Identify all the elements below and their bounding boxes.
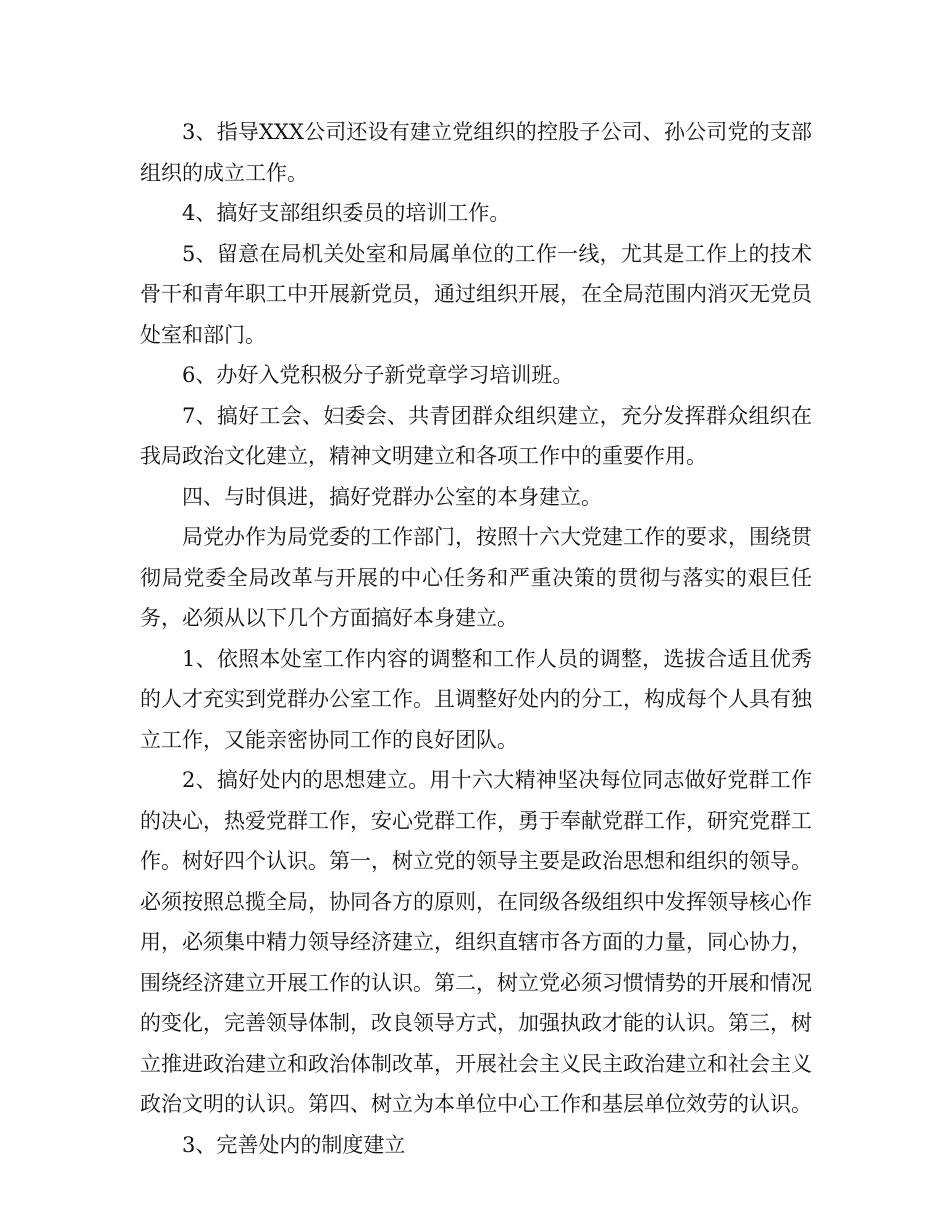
section-intro-paragraph: 局党办作为局党委的工作部门，按照十六大党建工作的要求，围绕贯彻局党委全局改革与开展的中心任务和严重决策的贯彻与落实的艰巨任务，必须从以下几个方面搞好本身建立。 bbox=[140, 525, 812, 630]
section-heading-4: 四、与时俱进，搞好党群办公室的本身建立。 bbox=[182, 484, 602, 509]
paragraph-point-1: 1、依照本处室工作内容的调整和工作人员的调整，选拔合适且优秀的人才充实到党群办公室工作。且调整好处内的分工，构成每个人具有独立工作，又能亲密协同工作的良好团队。 bbox=[140, 646, 812, 752]
paragraph-item-3: 3、指导XXX公司还设有建立党组织的控股子公司、孙公司党的支部组织的成立工作。 bbox=[140, 120, 812, 185]
paragraph-item-4: 4、搞好支部组织委员的培训工作。 bbox=[182, 201, 511, 225]
paragraph-item-5: 5、留意在局机关处室和局属单位的工作一线，尤其是工作上的技术骨干和青年职工中开展新党员，通过组织开展，在全局范围内消灭无党员处室和部门。 bbox=[140, 241, 812, 347]
paragraph-item-6: 6、办好入党积极分子新党章学习培训班。 bbox=[182, 363, 574, 387]
paragraph-point-3: 3、完善处内的制度建立 bbox=[182, 1132, 406, 1157]
paragraph-point-2: 2、搞好处内的思想建立。用十六大精神坚决每位同志做好党群工作的决心，热爱党群工作，安心党群工作，勇于奉献党群工作，研究党群工作。树好四个认识。第一，树立党的领导主要是政治思想和组织的领导。必须按照总揽全局，协同各方的原则，在同级各级组织中发挥领导核心作用，必须集中精力领导经济建立，组织直辖市各方面的力量，同心协力，围绕经济建立开展工作的认识。第二，树立党必须习惯情势的开展和情况的变化，完善领导体制，改良领导方式，加强执政才能的认识。第三，树立推进政治建立和政治体制改革，开展社会主义民主政治建立和社会主义政治文明的认识。第四、树立为本单位中心工作和基层单位效劳的认识。 bbox=[140, 768, 812, 1116]
document-body bbox=[140, 112, 812, 1165]
paragraph-item-7: 7、搞好工会、妇委会、共青团群众组织建立，充分发挥群众组织在我局政治文化建立，精神文明建立和各项工作中的重要作用。 bbox=[140, 403, 812, 468]
